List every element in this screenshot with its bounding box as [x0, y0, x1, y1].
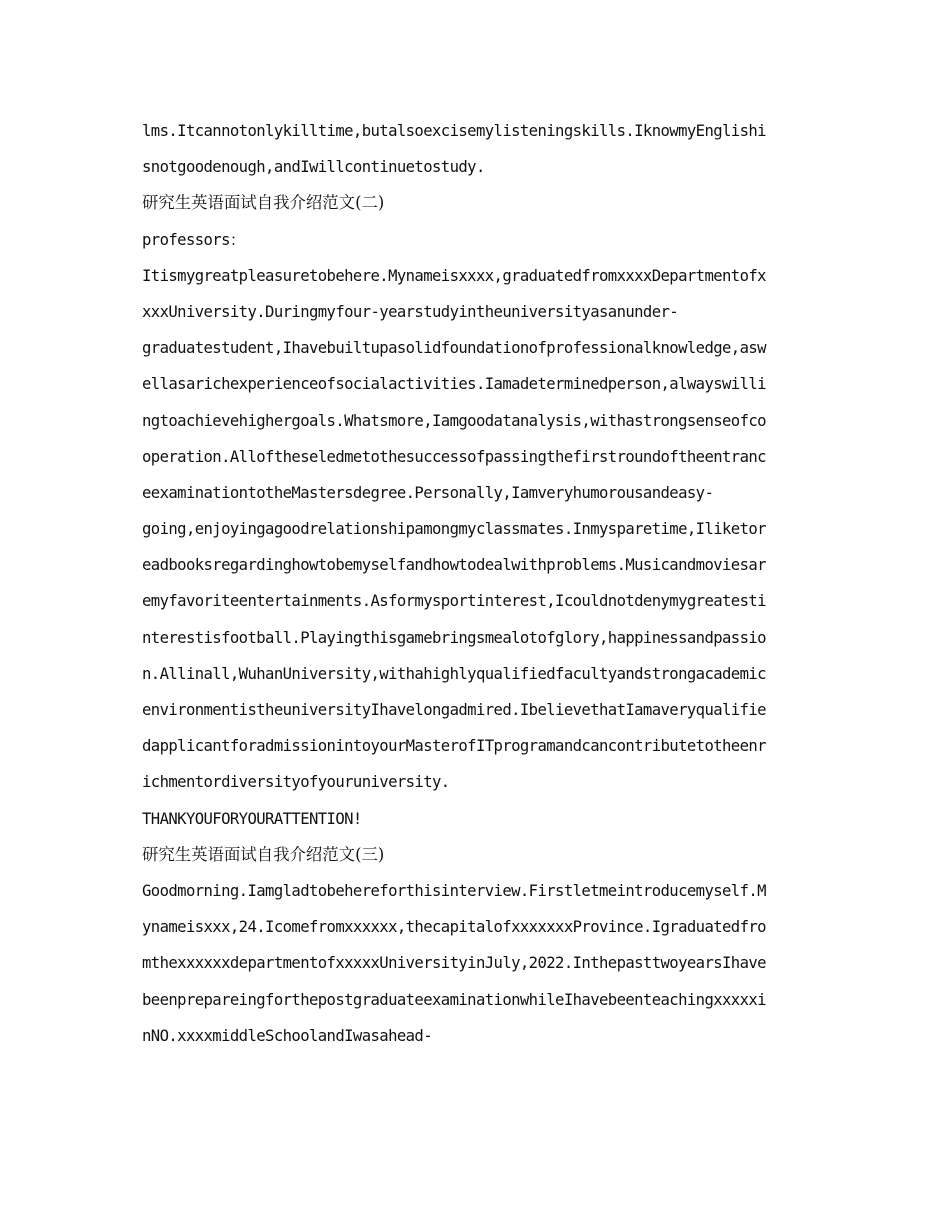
text-line: eexaminationtotheMastersdegree.Personally,Iamveryhumorousandeasy- [142, 483, 714, 502]
text-line: graduatestudent,Ihavebuiltupasolidfoundationofprofessionalknowledge,asw [142, 339, 766, 358]
text-line: ichmentordiversityofyouruniversity. [142, 773, 450, 792]
text-line: xxxUniversity.Duringmyfour-yearstudyintheuniversityasanunder- [142, 302, 679, 321]
text-line: nNO.xxxxmiddleSchoolandIwasahead- [142, 1026, 433, 1045]
text-line: snotgoodenough,andIwillcontinuetostudy. [142, 158, 485, 177]
text-line: operation.Alloftheseledmetothesuccessofpassingthefirstroundoftheentranc [142, 447, 766, 466]
text-line: Goodmorning.Iamgladtobehereforthisinterview.Firstletmeintroducemyself.M [142, 881, 766, 900]
text-line: ellasarichexperienceofsocialactivities.Iamadeterminedperson,alwayswilli [142, 375, 766, 394]
text-line: eadbooksregardinghowtobemyselfandhowtodealwithproblems.Musicandmoviesar [142, 556, 766, 575]
text-line: n.Allinall,WuhanUniversity,withahighlyqualifiedfacultyandstrongacademic [142, 664, 766, 683]
text-line: emyfavoriteentertainments.Asformysportinterest,Icouldnotdenymygreatesti [142, 592, 766, 611]
section-heading: 研究生英语面试自我介绍范文(二) [142, 193, 385, 213]
text-line: professors： [142, 230, 245, 249]
text-line: lms.Itcannotonlykilltime,butalsoexcisemylisteningskills.IknowmyEnglishi [142, 122, 766, 140]
text-line: THANKYOUFORYOURATTENTION! [142, 809, 362, 828]
text-line: ngtoachievehighergoals.Whatsmore,Iamgoodatanalysis,withastrongsenseofco [142, 411, 766, 430]
text-line: mthexxxxxxdepartmentofxxxxxUniversityinJuly,2022.InthepasttwoyearsIhave [142, 954, 766, 973]
section-heading: 研究生英语面试自我介绍范文(三) [142, 844, 385, 864]
text-line: nterestisfootball.Playingthisgamebringsmealotofglory,happinessandpassio [142, 628, 766, 647]
text-line: Itismygreatpleasuretobehere.Mynameisxxxx,graduatedfromxxxxDepartmentofx [142, 266, 766, 285]
text-line: dapplicantforadmissionintoyourMasterofITprogramandcancontributetotheenr [142, 737, 766, 756]
text-line: environmentistheuniversityIhavelongadmired.IbelievethatIamaveryqualifie [142, 701, 766, 719]
text-line: beenprepareingforthepostgraduateexaminationwhileIhavebeenteachingxxxxxi [142, 990, 766, 1009]
text-line: going,enjoyingagoodrelationshipamongmyclassmates.Inmysparetime,Iliketor [142, 520, 766, 539]
document-body [142, 113, 810, 1054]
text-line: ynameisxxx,24.Icomefromxxxxxx,thecapitalofxxxxxxxProvince.Igraduatedfro [142, 918, 766, 937]
